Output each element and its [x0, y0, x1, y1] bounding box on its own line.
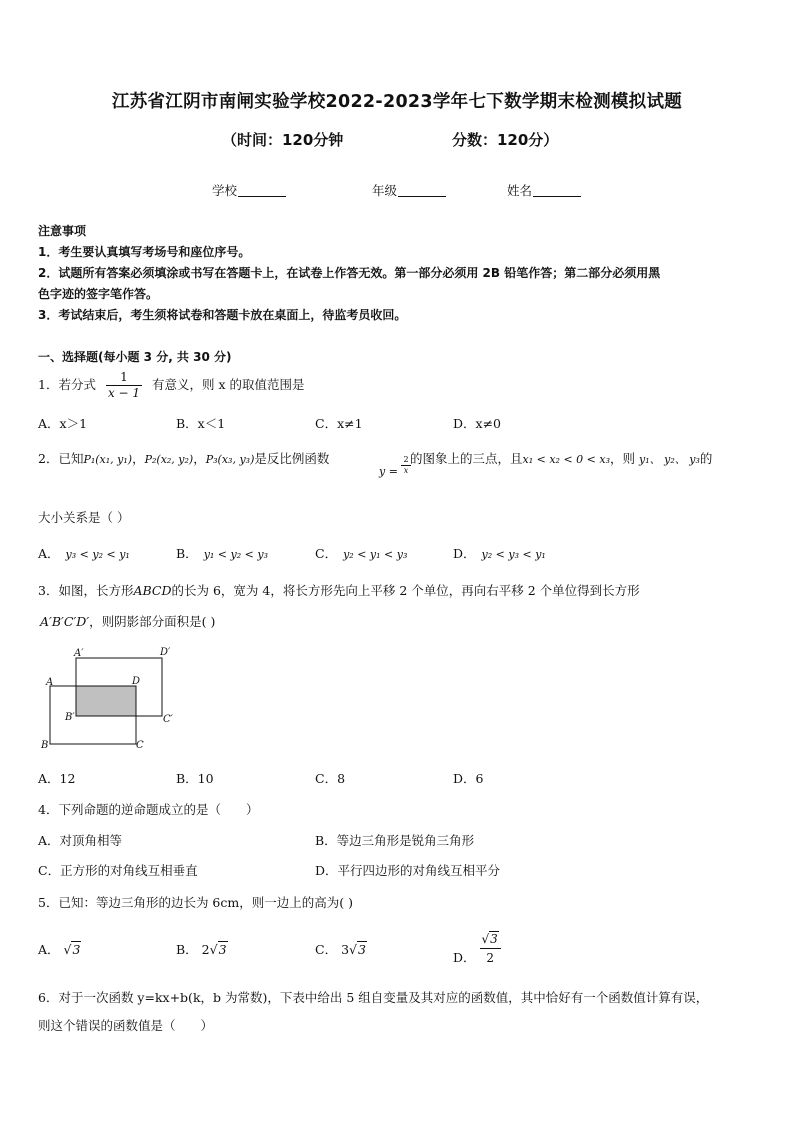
q2-option-label: C．	[315, 546, 338, 561]
question-1-stem	[38, 370, 305, 401]
q3-option-c[interactable]: C．8	[315, 771, 346, 786]
label-a: A	[46, 677, 54, 688]
q2-option-value: y₂ < y₁ < y₃	[343, 548, 408, 561]
q5-option-b[interactable]	[176, 941, 228, 959]
question-6-stem: 6．对于一次函数 y=kx+b(k，b 为常数)，下表中给出 5 组自变量及其对应的函数值，其中恰好有一个函数值计算有误，	[38, 990, 709, 1005]
q5-d-fraction	[480, 930, 501, 967]
q5-d-numerator	[480, 930, 501, 949]
q3-rect2-name: A′B′C′D′	[40, 614, 90, 629]
time-label: （时间：120分钟	[222, 131, 344, 149]
q5-coef: 2	[201, 942, 210, 957]
q2-func-numerator: 2	[403, 455, 409, 464]
exam-title: 江苏省江阴市南闸实验学校2022-2023学年七下数学期末检测模拟试题	[111, 92, 683, 112]
q2-option-label: A．	[38, 546, 60, 561]
q1-option-b[interactable]: B．x＜1	[176, 416, 226, 431]
q2-condition: x₁ < x₂ < 0 < x₃	[522, 453, 610, 466]
q4-option-c[interactable]: C．正方形的对角线互相垂直	[38, 863, 198, 878]
q5-option-label: C．	[315, 942, 338, 957]
q2-post: ，则	[609, 451, 635, 466]
q2-option-c[interactable]	[315, 545, 407, 564]
question-2-stem	[38, 450, 329, 469]
q1-denominator: x − 1	[107, 386, 141, 400]
q2-pre: 2．已知	[38, 451, 84, 466]
q5-option-label: B．	[176, 942, 198, 957]
question-3-stem-line-2	[40, 613, 215, 631]
q5-option-label: D．	[453, 950, 476, 965]
note-item: 2．试题所有答案必须填涂或书写在答题卡上，在试卷上作答无效。第一部分必须用 2B 铅笔作答；第二部分必须用黑	[38, 266, 661, 280]
label-b-prime: B′	[65, 712, 75, 723]
q5-coef: 3	[341, 942, 350, 957]
q1-numerator: 1	[106, 370, 142, 386]
q4-option-b[interactable]: B．等边三角形是锐角三角形	[315, 833, 475, 848]
grade-field[interactable]	[372, 181, 446, 199]
question-2-stem-cont	[410, 450, 712, 469]
q5-option-a[interactable]	[38, 941, 81, 959]
q3-post: ，则阴影部分面积是( )	[89, 614, 216, 629]
q4-option-d[interactable]: D．平行四边形的对角线互相平分	[315, 863, 501, 878]
q2-func-lhs: y =	[379, 464, 398, 478]
question-3-stem	[38, 582, 640, 600]
label-d-prime: D′	[160, 647, 171, 658]
sqrt-symbol: √3	[209, 942, 227, 957]
grade-blank[interactable]	[398, 196, 446, 197]
q3-mid: 的长为 6，宽为 4，将长方形先向上平移 2 个单位，再向右平移 2 个单位得到长方形	[171, 583, 640, 598]
q2-line-2: 大小关系是（ ）	[38, 510, 130, 525]
q2-func-denominator: x	[403, 466, 409, 475]
note-item: 1．考生要认真填写考场号和座位序号。	[38, 245, 251, 259]
label-c-prime: C′	[163, 714, 173, 725]
sqrt-symbol: √3	[349, 942, 366, 957]
q1-option-c[interactable]: C．x≠1	[315, 416, 363, 431]
q4-option-a[interactable]: A．对顶角相等	[38, 833, 123, 848]
shaded-region	[76, 686, 136, 716]
q2-option-b[interactable]	[176, 545, 268, 564]
q2-option-d[interactable]	[453, 545, 546, 564]
q3-option-a[interactable]: A．12	[38, 771, 76, 786]
sqrt-symbol: √3	[63, 942, 81, 957]
question-6-stem-line-2: 则这个错误的函数值是（ ）	[38, 1018, 214, 1033]
question-4-stem: 4．下列命题的逆命题成立的是（ ）	[38, 802, 259, 817]
label-b: B	[41, 740, 49, 751]
q5-option-d[interactable]	[453, 930, 501, 967]
q2-option-value: y₂ < y₃ < y₁	[481, 548, 546, 561]
q1-post: 有意义，则 x 的取值范围是	[152, 377, 305, 392]
q5-option-c[interactable]	[315, 941, 367, 959]
q1-option-d[interactable]: D．x≠0	[453, 416, 501, 431]
name-field[interactable]	[507, 181, 581, 199]
q3-rect-name: ABCD	[133, 583, 172, 598]
school-field[interactable]	[212, 181, 286, 199]
school-label: 学校	[212, 183, 238, 198]
q5-radicand: 3	[218, 942, 227, 957]
score-label: 分数：120分）	[452, 131, 559, 149]
q2-mid2: 的图象上的三点，且	[410, 451, 523, 466]
label-c: C	[136, 740, 144, 751]
q2-post2: 的	[699, 451, 713, 466]
q1-pre: 1．若分式	[38, 377, 96, 392]
note-item: 色字迹的签字笔作答。	[38, 287, 159, 301]
q2-function	[379, 447, 411, 478]
q3-pre: 3．如图，长方形	[38, 583, 134, 598]
q2-ys: y₁、 y₂、 y₃	[639, 453, 700, 466]
notes-heading: 注意事项	[38, 224, 87, 238]
q2-option-a[interactable]	[38, 545, 130, 564]
name-blank[interactable]	[533, 196, 581, 197]
q2-mid: 是反比例函数	[254, 451, 330, 466]
q5-radicand: 3	[357, 942, 366, 957]
q2-point-3: P₃(x₃, y₃)	[205, 453, 255, 466]
q1-fraction	[106, 370, 142, 401]
q3-option-b[interactable]: B．10	[176, 771, 214, 786]
q5-option-label: A．	[38, 942, 60, 957]
grade-label: 年级	[372, 183, 398, 198]
school-blank[interactable]	[238, 196, 286, 197]
sqrt-symbol: √3	[481, 932, 498, 946]
q2-option-label: D．	[453, 546, 476, 561]
name-label: 姓名	[507, 183, 533, 198]
section-heading: 一、选择题(每小题 3 分, 共 30 分)	[38, 350, 232, 364]
q2-sep: ，	[132, 451, 145, 466]
q3-option-d[interactable]: D．6	[453, 771, 484, 786]
label-d: D	[132, 676, 141, 687]
label-a-prime: A′	[74, 648, 84, 659]
q2-sep: ，	[193, 451, 206, 466]
q2-option-value: y₁ < y₂ < y₃	[203, 548, 268, 561]
q1-option-a[interactable]: A．x＞1	[38, 416, 88, 431]
q2-option-label: B．	[176, 546, 198, 561]
q2-point-1: P₁(x₁, y₁)	[83, 453, 133, 466]
note-item: 3．考试结束后，考生须将试卷和答题卡放在桌面上，待监考员收回。	[38, 308, 407, 322]
q2-point-2: P₂(x₂, y₂)	[144, 453, 194, 466]
q5-d-denominator: 2	[486, 951, 494, 965]
q2-option-value: y₃ < y₂ < y₁	[65, 548, 130, 561]
q5-radicand: 3	[72, 942, 81, 957]
q5-radicand: 3	[490, 932, 498, 946]
question-5-stem: 5．已知：等边三角形的边长为 6cm，则一边上的高为( )	[38, 895, 353, 910]
q3-figure	[36, 642, 186, 757]
